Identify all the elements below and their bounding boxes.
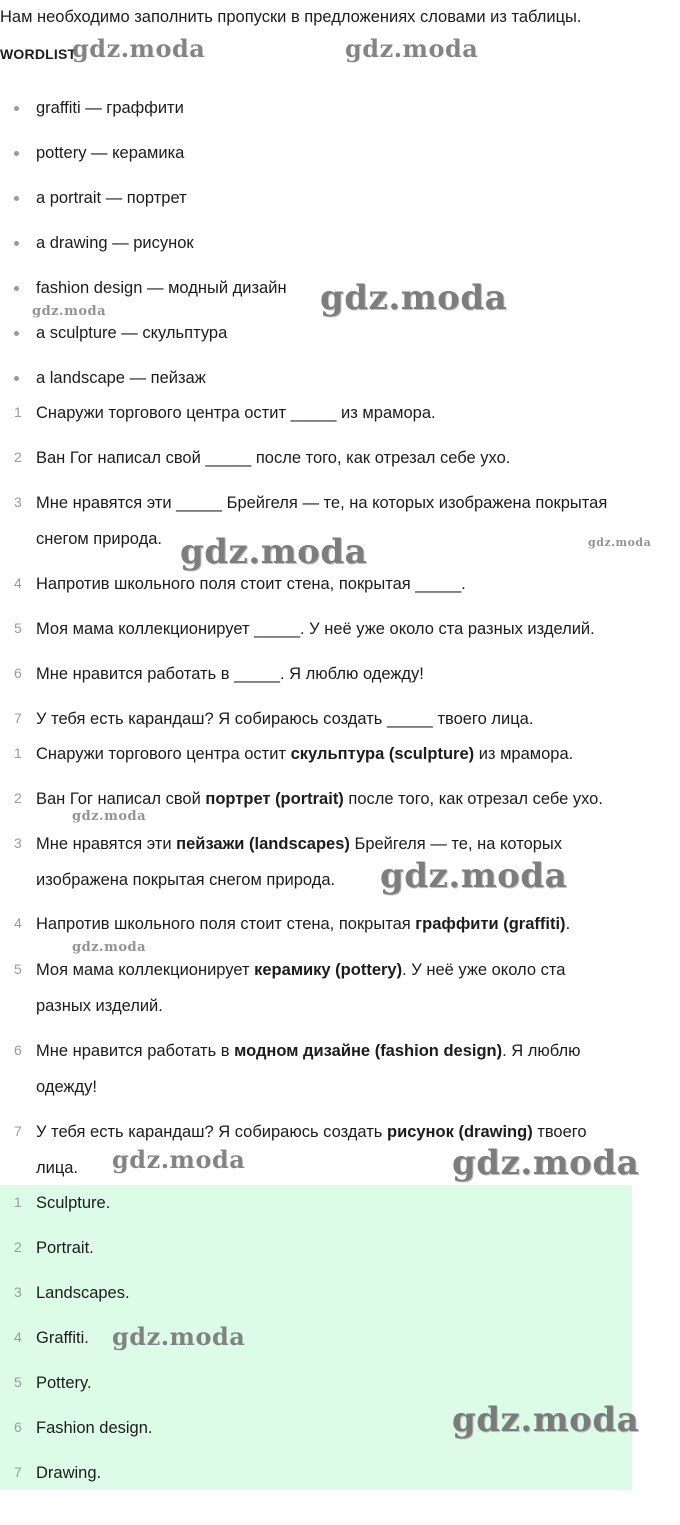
watermark: gdz.moda	[72, 34, 206, 63]
answer-word: скульптура (sculpture)	[290, 745, 475, 763]
watermark: gdz.moda	[112, 1322, 246, 1351]
watermark: gdz.moda	[180, 532, 368, 572]
watermark: gdz.moda	[320, 278, 508, 318]
answer-word: керамику (pottery)	[254, 961, 403, 979]
watermark: gdz.moda	[452, 1400, 640, 1440]
bullet-icon	[14, 376, 19, 381]
answer-box: 1 Sculpture. 2 Portrait. 3 Landscapes. 4 Graffiti. 5 Pottery. 6 Fashion design. 7 Drawing.	[0, 1185, 632, 1490]
watermark: gdz.moda	[72, 809, 147, 824]
bullet-icon	[14, 106, 19, 111]
answer-word: граффити (graffiti)	[415, 915, 566, 933]
bullet-icon	[14, 241, 19, 246]
watermark: gdz.moda	[72, 940, 147, 955]
watermark: gdz.moda	[452, 1143, 640, 1183]
intro-text: Нам необходимо заполнить пропуски в предложениях словами из таблицы.	[0, 8, 582, 26]
bullet-icon	[14, 196, 19, 201]
bullet-icon	[14, 151, 19, 156]
answer-word: рисунок (drawing)	[386, 1123, 533, 1141]
bullet-icon	[14, 286, 19, 291]
watermark: gdz.moda	[345, 34, 479, 63]
answer-word: пейзажи (landscapes)	[176, 835, 350, 853]
bullet-icon	[14, 331, 19, 336]
watermark: gdz.moda	[32, 304, 107, 319]
answer-word: портрет (portrait)	[205, 790, 344, 808]
answer-word: модном дизайне (fashion design)	[234, 1042, 503, 1060]
watermark: gdz.moda	[588, 536, 652, 549]
watermark: gdz.moda	[380, 856, 568, 896]
watermark: gdz.moda	[112, 1145, 246, 1174]
wordlist-heading: WORDLIST	[0, 46, 77, 62]
